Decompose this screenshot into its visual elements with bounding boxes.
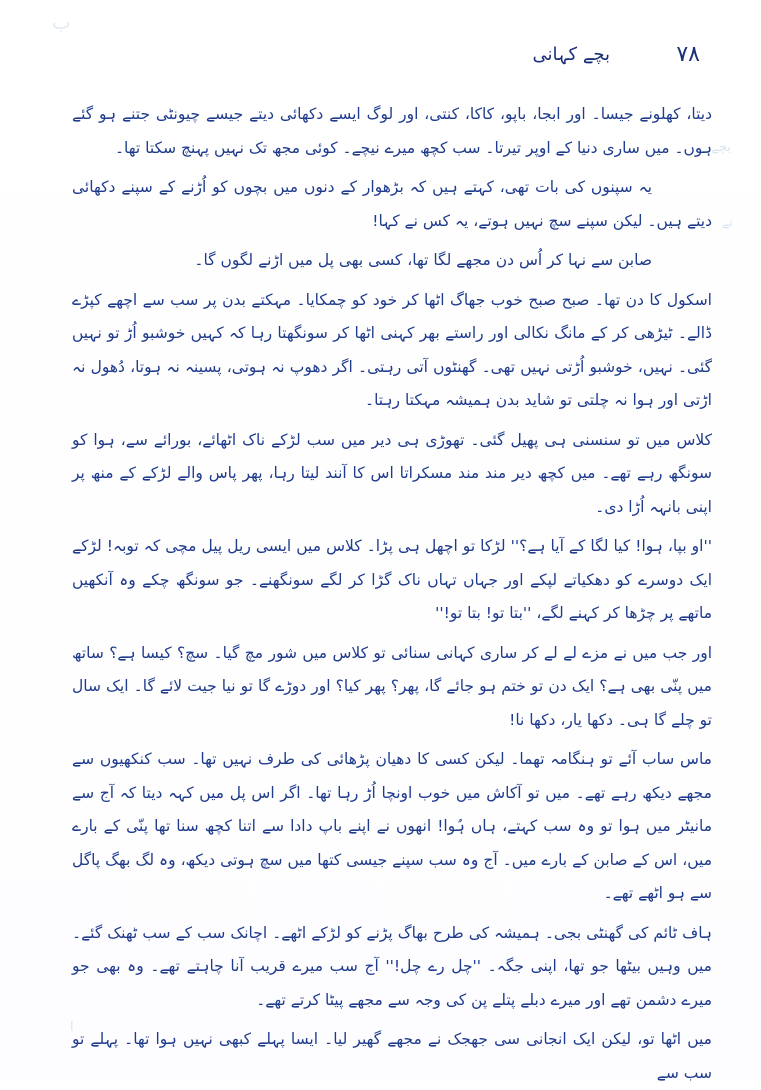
paragraph: یہ سپنوں کی بات تھی، کہتے ہیں کہ بڑھوار کے دنوں میں بچوں کو اُڑنے کے سپنے دکھائی دیتے ہیں۔ لیکن سپنے سچ نہیں ہوتے، یہ کس نے کہا!	[72, 178, 712, 230]
paragraph: کلاس میں تو سنسنی ہی پھیل گئی۔ تھوڑی ہی دیر میں سب لڑکے ناک اٹھائے، بورائے سے، ہوا کو سونگھ رہے تھے۔ میں کچھ دیر مند مند مسکراتا اس کا آنند لیتا رہا، پھر پاس والے لڑکے کے منھ پر اپنی بانہہ اُڑا دی۔	[72, 430, 712, 516]
faint-margin-mark: نے	[721, 215, 733, 230]
paragraph: ماس ساب آئے تو ہنگامہ تھما۔ لیکن کسی کا دھیان پڑھائی کی طرف نہیں تھا۔ سب کنکھیوں سے مجھے دیکھ رہے تھے۔ میں تو آکاش میں خوب اونچا اُڑ رہا تھا۔ اگر اس پل میں کہہ دیتا کہ آج سے مانیٹر میں ہوا تو وہ سب کہتے، ہاں ہُوا! انھوں نے اپنے باپ دادا سے اتنا کچھ سنا تھا پنّی کے بارے میں، اس کے صابن کے بارے میں۔ آج وہ سب سپنے جیسی کتھا میں سچ ہوتی دیکھ، وہ لگ بھگ پاگل سے ہو اٹھے تھے۔	[72, 750, 712, 902]
page-number: ۷۸	[676, 42, 700, 67]
paragraph: ہاف ٹائم کی گھنٹی بجی۔ ہمیشہ کی طرح بھاگ پڑنے کو لڑکے اٹھے۔ اچانک سب کے سب ٹھنک گئے۔ میں وہیں بیٹھا جو تھا، اپنی جگہ۔ ''چل رے چل!'' آج سب میرے قریب آنا چاہتے تھے۔ وہ بھی جو میرے دشمن تھے اور میرے دبلے پتلے پن کی وجہ سے مجھے پیٹا کرتے تھے۔	[72, 923, 712, 1009]
paragraph: ''او بپا، ہوا! کیا لگا کے آیا ہے؟'' لڑکا تو اچھل ہی پڑا۔ کلاس میں ایسی ریل پیل مچی کہ توبہ! لڑکے ایک دوسرے کو دھکیاتے لپکے اور جہاں تہاں ناک گڑا کر لگے سونگھنے۔ جو سونگھ چکے وہ آنکھیں ماتھے پر چڑھا کر کہنے لگے، ''بتا تو! بتا تو!''	[72, 537, 712, 622]
body-text	[72, 98, 712, 1082]
faint-margin-mark: ا	[70, 1020, 74, 1035]
paragraph: میں اٹھا تو، لیکن ایک انجانی سی جھجک نے مجھے گھیر لیا۔ ایسا پہلے کبھی نہیں ہوا تھا۔ پہلے تو سب سے	[72, 1030, 712, 1082]
paragraph: اسکول کا دن تھا۔ صبح صبح خوب جھاگ اٹھا کر خود کو چمکایا۔ مہکتے بدن پر سب سے اچھے کپڑے ڈالے۔ ٹیڑھی کر کے مانگ نکالی اور راستے بھر کہنی اٹھا کر سونگھتا رہا کہ کہیں خوشبو اُڑ تو نہیں گئی۔ نہیں، خوشبو اُڑتی نہیں تھی۔ گھنٹوں آتی رہتی۔ اگر دھوپ نہ ہوتی، پسینہ نہ ہوتا، دُھول نہ اڑتی اور ہوا نہ چلتی تو شاید بدن ہمیشہ مہکتا رہتا۔	[72, 290, 712, 409]
faint-margin-mark: ب	[52, 10, 71, 34]
paragraph: اور جب میں نے مزے لے لے کر ساری کہانی سنائی تو کلاس میں شور مچ گیا۔ سچ؟ کیسا ہے؟ ساتھ میں پنّی بھی ہے؟ ایک دن تو ختم ہو جائے گا، پھر؟ پھر کیا؟ اور دوڑے گا تو نیا جیت لائے گا۔ ایک سال تو چلے گا ہی۔ دکھا یار، دکھا نا!	[72, 643, 712, 729]
running-title: بچے کہانی	[532, 44, 610, 65]
paragraph: صابن سے نہا کر اُس دن مجھے لگا تھا، کسی بھی پل میں اڑنے لگوں گا۔	[194, 251, 652, 269]
paragraph: دیتا، کھلونے جیسا۔ اور ابجا، باپو، کاکا، کنتی، اور لوگ ایسے دکھائی دیتے جیسے چیونٹی جتنے ہو گئے ہوں۔ میں ساری دنیا کے اوپر تیرتا۔ سب کچھ میرے نیچے۔ کوئی مجھ تک نہیں پہنچ سکتا تھا۔	[72, 105, 712, 157]
page-header	[440, 42, 700, 76]
faint-margin-mark: بچے	[711, 140, 731, 155]
